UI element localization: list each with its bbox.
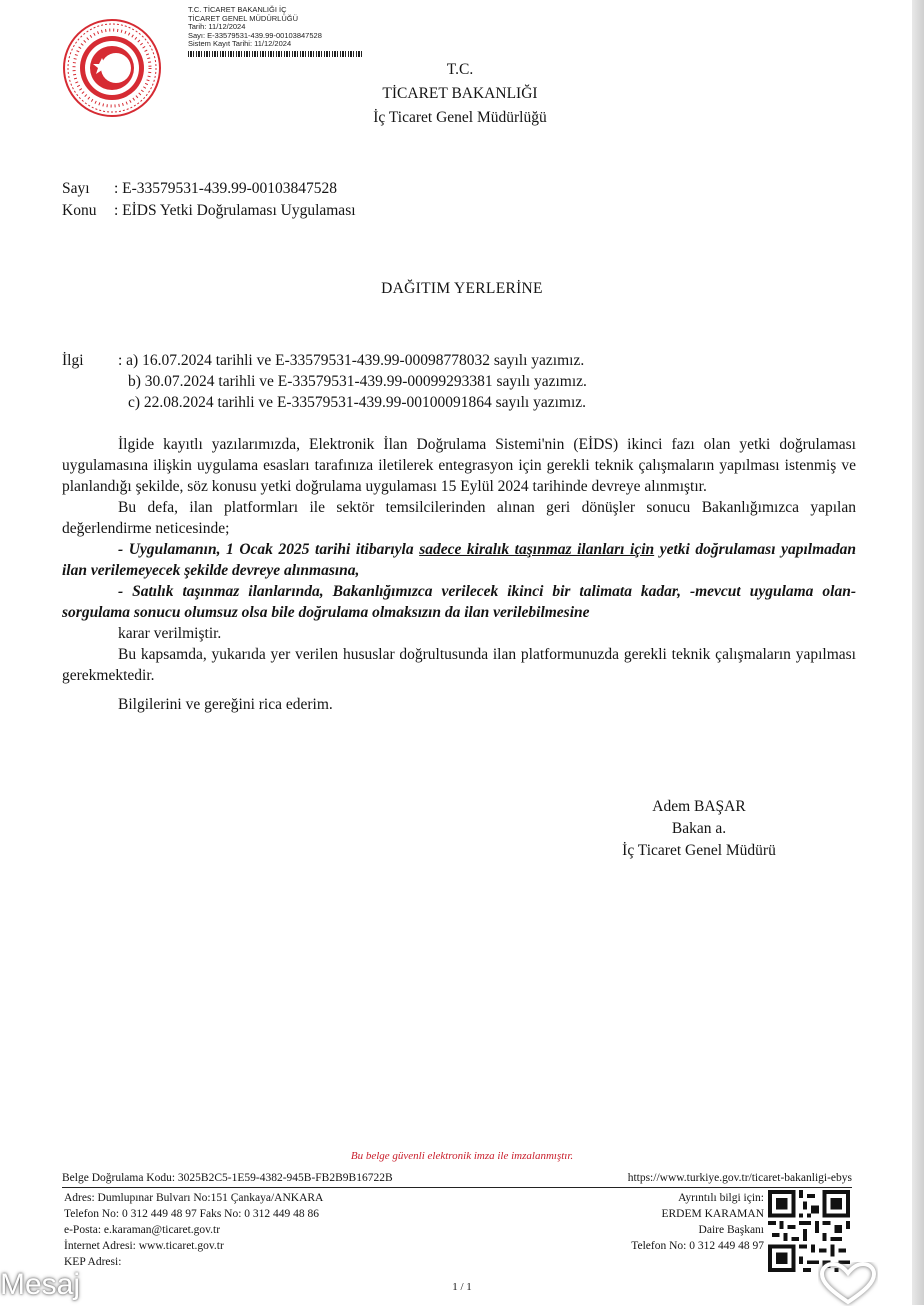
- contact-person: [560, 1190, 764, 1254]
- signatory-title-1: Bakan a.: [671, 820, 727, 837]
- konu-value: : EİDS Yetki Doğrulaması Uygulaması: [114, 202, 356, 219]
- registry-stamp: [188, 6, 362, 57]
- stamp-line: Tarih: 11/12/2024: [188, 22, 246, 32]
- reference-item: b) 30.07.2024 tarihli ve E-33579531-439.99-00099293381 sayılı yazımız.: [128, 373, 587, 390]
- paragraph-1: İlgide kayıtlı yazılarımızda, Elektronik İlan Doğrulama Sistemi'nin (EİDS) ikinci fazı olan yetki doğrulaması uygulamasına ilişkin uygulama esasları tarafınıza iletilerek entegrasyon için gerekli teknik çalışmaların yapılması istenmiş ve planlandığı şekilde, söz konusu yetki doğrulama uygulaması 15 Eylül 2024 tarihinde devreye alınmıştır.: [62, 436, 856, 495]
- reference-item: c) 22.08.2024 tarihli ve E-33579531-439.99-00100091864 sayılı yazımız.: [128, 394, 587, 411]
- sayi-value: : E-33579531-439.99-00103847528: [114, 180, 338, 197]
- reference-item: : a) 16.07.2024 tarihli ve E-33579531-439.99-00098778032 sayılı yazımız.: [118, 352, 585, 369]
- contact-phone: Telefon No: 0 312 449 48 97: [631, 1240, 764, 1252]
- reference-block: [62, 350, 587, 413]
- page-number: 1 / 1: [452, 1281, 472, 1293]
- screen-edge: [912, 0, 924, 1305]
- paragraph-5: Bilgilerini ve gereğini rica ederim.: [118, 696, 333, 713]
- konu-row: [62, 200, 356, 222]
- heart-icon[interactable]: [818, 1262, 878, 1306]
- paragraph-4: Bu kapsamda, yukarıda yer verilen hususlar doğrultusunda ilan platformunuzda gerekli teknik çalışmaların yapılması gerekmektedir.: [62, 646, 856, 684]
- info-label: Ayrıntılı bilgi için:: [678, 1192, 764, 1204]
- header-directorate: İç Ticaret Genel Müdürlüğü: [373, 109, 547, 126]
- decision-item-2: - Satılık taşınmaz ilanlarında, Bakanlığımızca verilecek ikinci bir talimata kadar, -mevcut uygulama olan- sorgulama sonucu olumsuz olsa bile doğrulama olmaksızın da ilan verilebilmesine: [62, 583, 856, 621]
- verification-code: Belge Doğrulama Kodu: 3025B2C5-1E59-4382-945B-FB2B9B16722B: [62, 1172, 393, 1184]
- kep-line: KEP Adresi:: [64, 1256, 122, 1268]
- paragraph-2: Bu defa, ilan platformları ile sektör temsilcilerinden alınan geri dönüşler sonucu Bakanlığımızca yapılan değerlendirme neticesinde;: [62, 499, 856, 537]
- verification-url[interactable]: https://www.turkiye.gov.tr/ticaret-bakanligi-ebys: [627, 1172, 852, 1184]
- header-tc: T.C.: [446, 61, 474, 78]
- email-line[interactable]: e-Posta: e.karaman@ticaret.gov.tr: [64, 1224, 221, 1236]
- address-line: Adres: Dumlupınar Bulvarı No:151 Çankaya/ANKARA: [64, 1192, 324, 1204]
- decision-1-pre: - Uygulamanın, 1 Ocak 2025 tarihi itibarıyla: [118, 541, 420, 558]
- signatory-name: Adem BAŞAR: [652, 798, 746, 815]
- letter-body: [62, 434, 856, 715]
- sayi-label: Sayı: [62, 180, 90, 197]
- signatory-title-2: İç Ticaret Genel Müdürü: [622, 842, 776, 859]
- website-line[interactable]: İnternet Adresi: www.ticaret.gov.tr: [64, 1240, 224, 1252]
- ministry-seal-logo: [62, 18, 162, 118]
- stamp-line: T.C. TİCARET BAKANLIĞI İÇ: [188, 5, 287, 14]
- qr-code: [768, 1190, 850, 1272]
- secure-signature-note: Bu belge güvenli elektronik imza ile imzalanmıştır.: [350, 1150, 574, 1162]
- sayi-row: [62, 178, 356, 200]
- konu-label: Konu: [62, 202, 97, 219]
- contact-title: Daire Başkanı: [698, 1224, 764, 1236]
- verification-bar: [62, 1170, 852, 1188]
- distribution-heading: DAĞITIM YERLERİNE: [381, 280, 543, 297]
- decision-1-underlined: sadece kiralık taşınmaz ilanları için: [419, 541, 655, 558]
- header-ministry: TİCARET BAKANLIĞI: [382, 85, 538, 102]
- document-meta: [62, 178, 356, 222]
- ilgi-label: İlgi: [62, 352, 84, 369]
- phone-line: Telefon No: 0 312 449 48 97 Faks No: 0 312 449 48 86: [64, 1208, 320, 1220]
- stamp-line: TİCARET GENEL MÜDÜRLÜĞÜ: [188, 13, 299, 23]
- message-overlay-label[interactable]: Mesaj: [0, 1268, 81, 1301]
- contact-info: [64, 1190, 323, 1270]
- decision-1-post: yetki doğrulaması yapılmadan ilan verilemeyecek şekilde devreye alınmasına,: [62, 541, 857, 579]
- stamp-barcode: [188, 51, 362, 57]
- contact-name: ERDEM KARAMAN: [661, 1208, 764, 1220]
- stamp-line: Sistem Kayıt Tarihi: 11/12/2024: [188, 39, 292, 49]
- stamp-line: Sayı: E-33579531-439.99-00103847528: [188, 30, 322, 40]
- paragraph-3: karar verilmiştir.: [118, 625, 222, 642]
- signature-block: [594, 796, 804, 862]
- decision-item-1: [62, 539, 856, 581]
